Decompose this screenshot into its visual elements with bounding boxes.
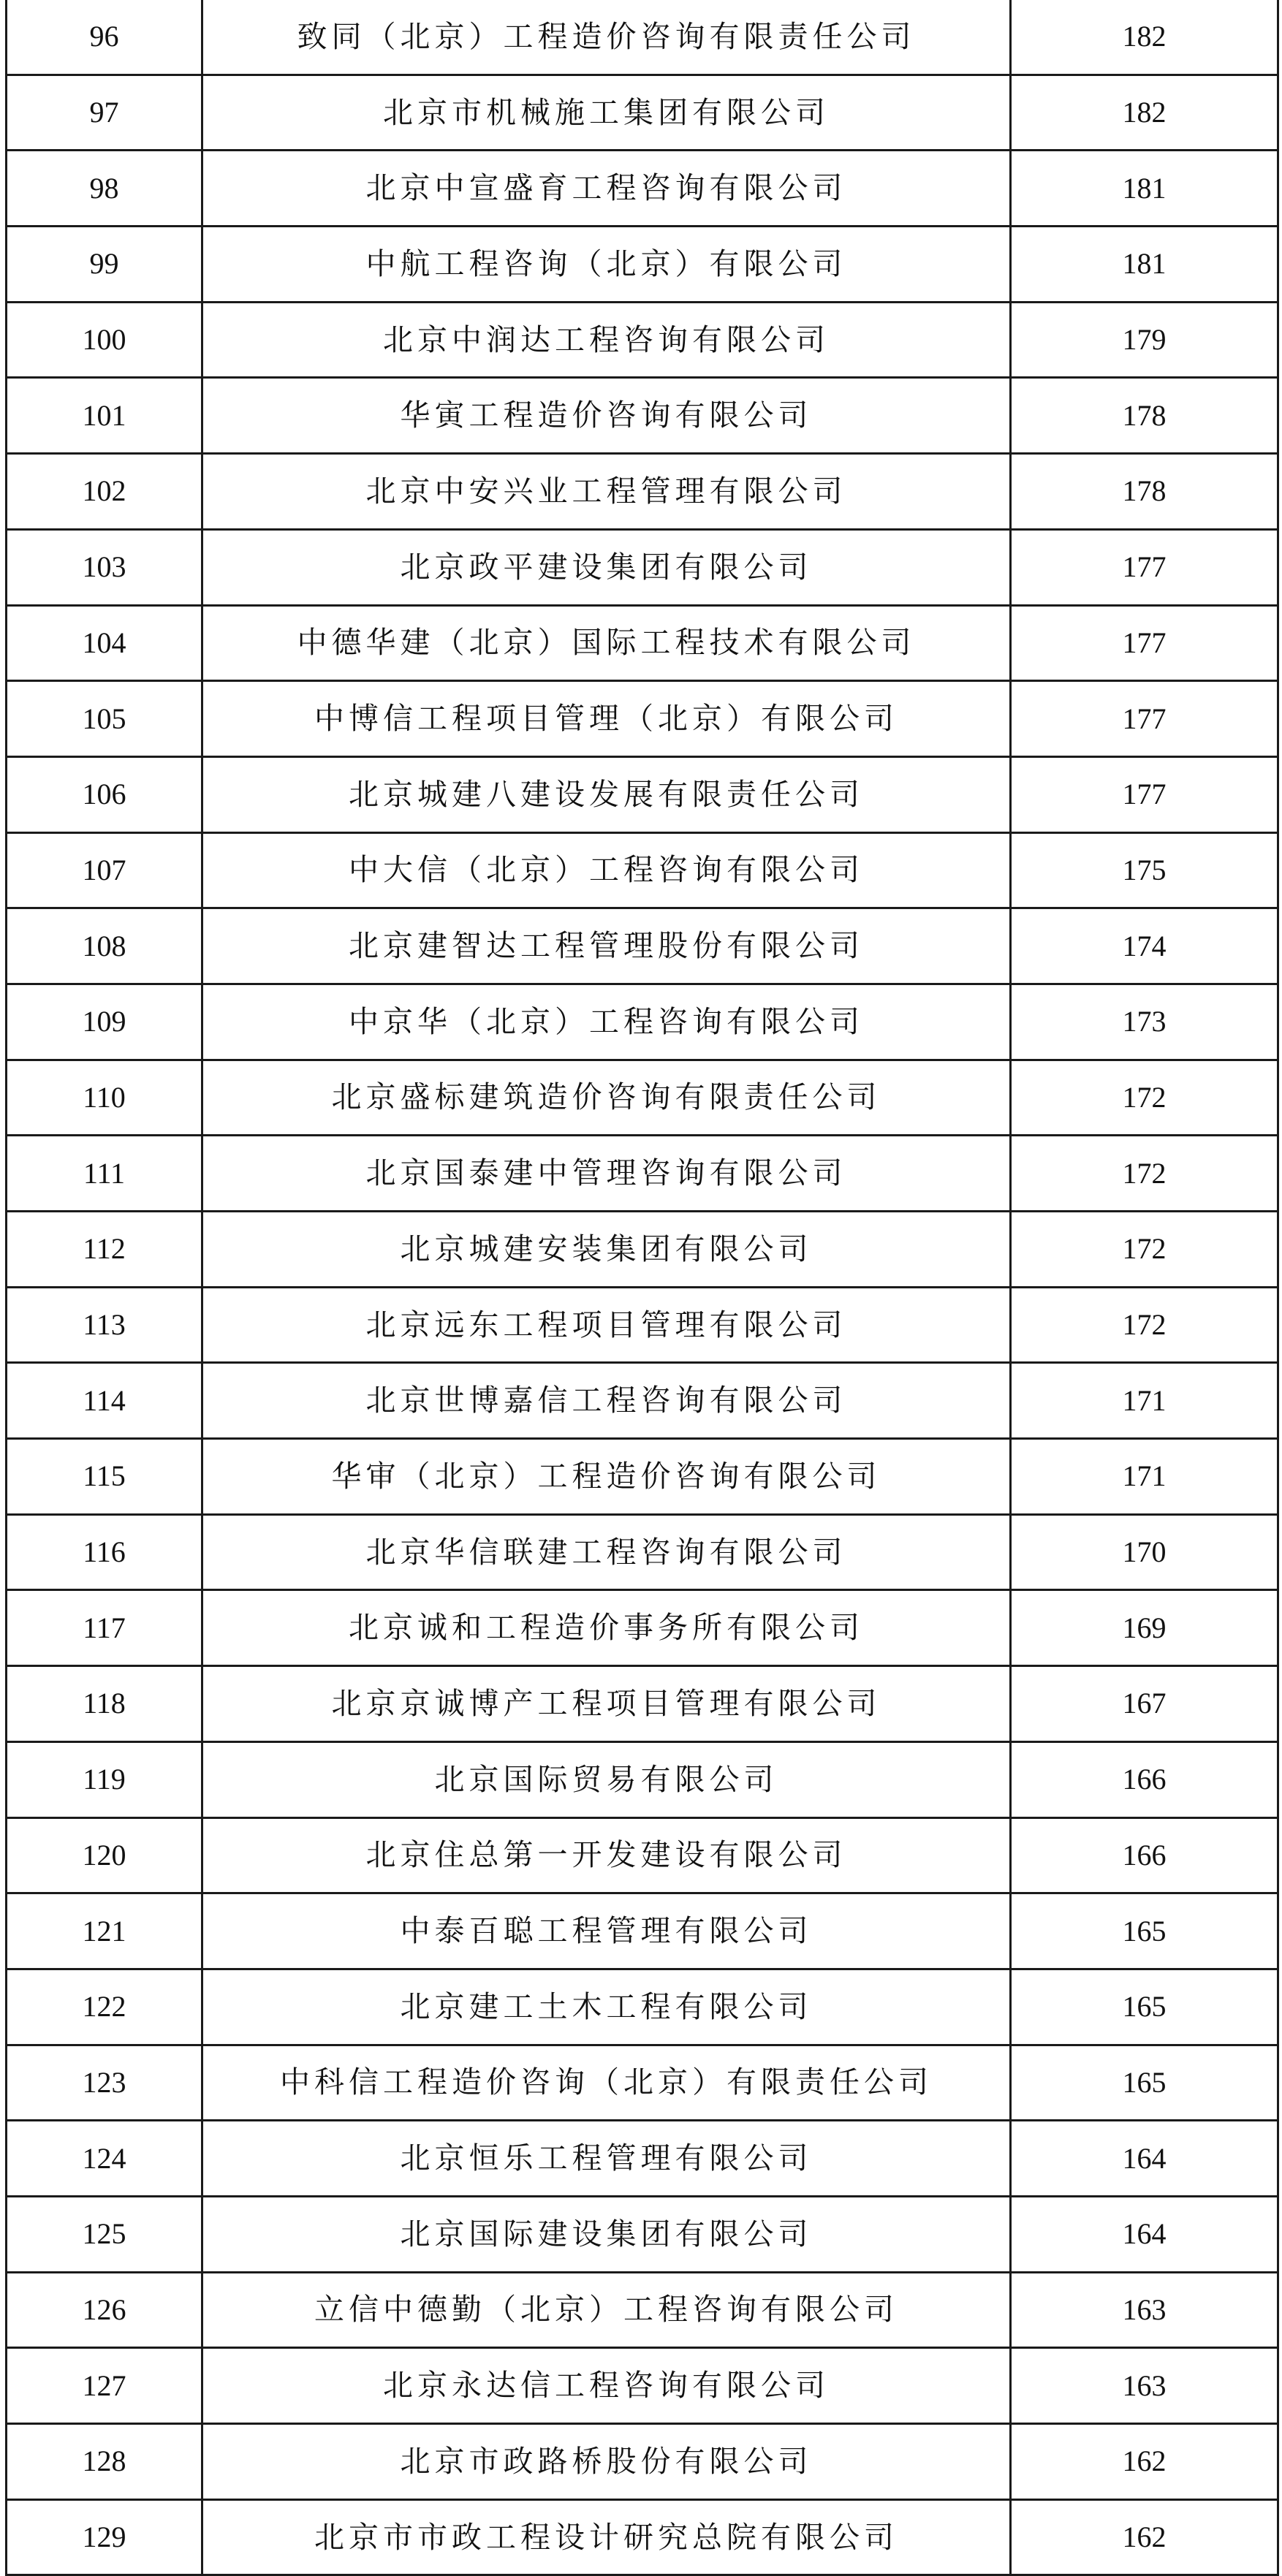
rank-number-cell: 104 [7,605,202,681]
table-row [7,2045,1278,2121]
table-row [7,378,1278,454]
rank-number-cell: 116 [7,1514,202,1590]
rank-number-cell: 101 [7,378,202,454]
table-row [7,2499,1278,2575]
rank-number-cell: 109 [7,984,202,1060]
score-value-cell: 177 [1011,605,1278,681]
score-value-cell: 177 [1011,681,1278,757]
score-value-cell: 165 [1011,2045,1278,2121]
score-value-cell: 179 [1011,302,1278,378]
company-name-cell: 华审（北京）工程造价咨询有限公司 [202,1439,1011,1515]
rank-number-cell: 111 [7,1136,202,1212]
company-name-cell: 致同（北京）工程造价咨询有限责任公司 [202,0,1011,75]
table-row [7,2424,1278,2500]
company-name-cell: 北京中宣盛育工程咨询有限公司 [202,151,1011,227]
rank-number-cell: 122 [7,1969,202,2045]
table-row [7,1666,1278,1742]
table-row [7,1136,1278,1212]
rank-number-cell: 96 [7,0,202,75]
rank-number-cell: 98 [7,151,202,227]
score-value-cell: 162 [1011,2499,1278,2575]
rank-number-cell: 105 [7,681,202,757]
score-value-cell: 182 [1011,75,1278,151]
rank-number-cell: 125 [7,2196,202,2272]
rank-number-cell: 110 [7,1060,202,1136]
score-value-cell: 163 [1011,2272,1278,2348]
table-row [7,984,1278,1060]
company-name-cell: 北京市机械施工集团有限公司 [202,75,1011,151]
ranking-table-body [7,0,1278,2575]
rank-number-cell: 113 [7,1287,202,1363]
company-name-cell: 中航工程咨询（北京）有限公司 [202,227,1011,303]
score-value-cell: 178 [1011,454,1278,530]
score-value-cell: 169 [1011,1590,1278,1666]
company-name-cell: 中泰百聪工程管理有限公司 [202,1893,1011,1969]
table-row [7,605,1278,681]
rank-number-cell: 99 [7,227,202,303]
rank-number-cell: 118 [7,1666,202,1742]
score-value-cell: 171 [1011,1439,1278,1515]
table-row [7,1893,1278,1969]
score-value-cell: 181 [1011,151,1278,227]
company-name-cell: 北京恒乐工程管理有限公司 [202,2121,1011,2197]
rank-number-cell: 107 [7,832,202,908]
company-name-cell: 立信中德勤（北京）工程咨询有限公司 [202,2272,1011,2348]
rank-number-cell: 114 [7,1363,202,1439]
rank-number-cell: 127 [7,2348,202,2424]
rank-number-cell: 126 [7,2272,202,2348]
score-value-cell: 173 [1011,984,1278,1060]
company-name-cell: 中京华（北京）工程咨询有限公司 [202,984,1011,1060]
company-name-cell: 北京中润达工程咨询有限公司 [202,302,1011,378]
table-row [7,2196,1278,2272]
score-value-cell: 178 [1011,378,1278,454]
company-name-cell: 北京住总第一开发建设有限公司 [202,1817,1011,1893]
score-value-cell: 172 [1011,1212,1278,1288]
score-value-cell: 165 [1011,1969,1278,2045]
score-value-cell: 165 [1011,1893,1278,1969]
rank-number-cell: 119 [7,1741,202,1817]
company-name-cell: 中博信工程项目管理（北京）有限公司 [202,681,1011,757]
ranking-table-container [5,0,1277,2576]
rank-number-cell: 117 [7,1590,202,1666]
score-value-cell: 164 [1011,2121,1278,2197]
table-row [7,529,1278,605]
table-row [7,1514,1278,1590]
table-row [7,2348,1278,2424]
table-row [7,2272,1278,2348]
table-row [7,1363,1278,1439]
table-row [7,227,1278,303]
score-value-cell: 170 [1011,1514,1278,1590]
table-row [7,302,1278,378]
score-value-cell: 182 [1011,0,1278,75]
table-row [7,908,1278,984]
rank-number-cell: 106 [7,756,202,832]
score-value-cell: 162 [1011,2424,1278,2500]
table-row [7,75,1278,151]
company-name-cell: 北京京诚博产工程项目管理有限公司 [202,1666,1011,1742]
table-row [7,0,1278,75]
company-name-cell: 中科信工程造价咨询（北京）有限责任公司 [202,2045,1011,2121]
rank-number-cell: 108 [7,908,202,984]
rank-number-cell: 129 [7,2499,202,2575]
rank-number-cell: 112 [7,1212,202,1288]
rank-number-cell: 97 [7,75,202,151]
company-name-cell: 北京城建八建设发展有限责任公司 [202,756,1011,832]
score-value-cell: 166 [1011,1741,1278,1817]
score-value-cell: 172 [1011,1060,1278,1136]
company-name-cell: 北京城建安装集团有限公司 [202,1212,1011,1288]
score-value-cell: 175 [1011,832,1278,908]
company-name-cell: 北京建工土木工程有限公司 [202,1969,1011,2045]
company-name-cell: 北京盛标建筑造价咨询有限责任公司 [202,1060,1011,1136]
rank-number-cell: 124 [7,2121,202,2197]
company-name-cell: 北京中安兴业工程管理有限公司 [202,454,1011,530]
rank-number-cell: 115 [7,1439,202,1515]
table-row [7,454,1278,530]
company-name-cell: 北京永达信工程咨询有限公司 [202,2348,1011,2424]
table-row [7,756,1278,832]
score-value-cell: 171 [1011,1363,1278,1439]
table-row [7,2121,1278,2197]
rank-number-cell: 100 [7,302,202,378]
table-row [7,1741,1278,1817]
company-name-cell: 华寅工程造价咨询有限公司 [202,378,1011,454]
table-row [7,1969,1278,2045]
company-name-cell: 北京华信联建工程咨询有限公司 [202,1514,1011,1590]
score-value-cell: 174 [1011,908,1278,984]
score-value-cell: 177 [1011,529,1278,605]
rank-number-cell: 102 [7,454,202,530]
company-name-cell: 北京世博嘉信工程咨询有限公司 [202,1363,1011,1439]
company-name-cell: 中德华建（北京）国际工程技术有限公司 [202,605,1011,681]
score-value-cell: 166 [1011,1817,1278,1893]
company-name-cell: 北京国际建设集团有限公司 [202,2196,1011,2272]
rank-number-cell: 121 [7,1893,202,1969]
rank-number-cell: 123 [7,2045,202,2121]
score-value-cell: 177 [1011,756,1278,832]
ranking-table [5,0,1279,2576]
company-name-cell: 北京国际贸易有限公司 [202,1741,1011,1817]
score-value-cell: 167 [1011,1666,1278,1742]
table-row [7,832,1278,908]
company-name-cell: 北京远东工程项目管理有限公司 [202,1287,1011,1363]
table-row [7,1212,1278,1288]
score-value-cell: 163 [1011,2348,1278,2424]
score-value-cell: 164 [1011,2196,1278,2272]
table-row [7,1287,1278,1363]
company-name-cell: 北京建智达工程管理股份有限公司 [202,908,1011,984]
rank-number-cell: 128 [7,2424,202,2500]
table-row [7,1439,1278,1515]
table-row [7,1817,1278,1893]
rank-number-cell: 103 [7,529,202,605]
table-row [7,681,1278,757]
score-value-cell: 172 [1011,1136,1278,1212]
score-value-cell: 181 [1011,227,1278,303]
table-row [7,1590,1278,1666]
score-value-cell: 172 [1011,1287,1278,1363]
company-name-cell: 北京政平建设集团有限公司 [202,529,1011,605]
table-row [7,1060,1278,1136]
company-name-cell: 北京诚和工程造价事务所有限公司 [202,1590,1011,1666]
rank-number-cell: 120 [7,1817,202,1893]
company-name-cell: 北京市市政工程设计研究总院有限公司 [202,2499,1011,2575]
company-name-cell: 北京国泰建中管理咨询有限公司 [202,1136,1011,1212]
company-name-cell: 北京市政路桥股份有限公司 [202,2424,1011,2500]
company-name-cell: 中大信（北京）工程咨询有限公司 [202,832,1011,908]
table-row [7,151,1278,227]
